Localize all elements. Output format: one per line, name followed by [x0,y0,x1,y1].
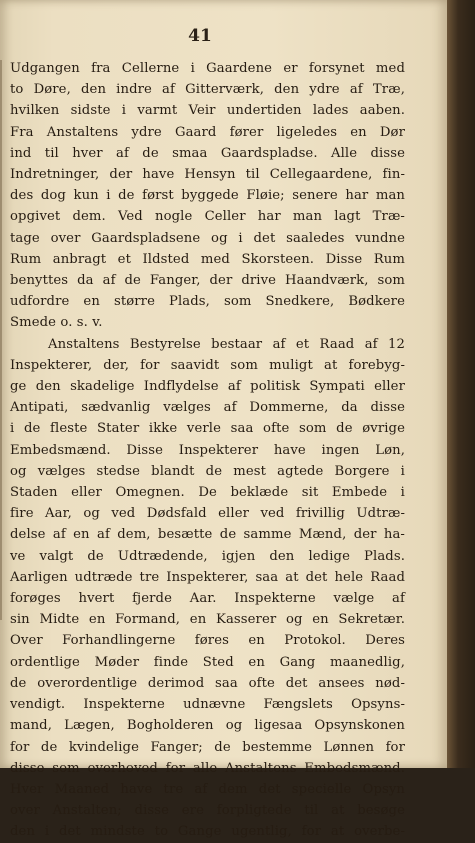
text-line: den i det mindste to Gange ugentlig, for at overbe- [10,824,405,840]
paragraph-administration [10,334,405,843]
book-fore-edge [447,0,475,768]
text-line: benyttes da af de Fanger, der drive Haandværk, som [10,273,405,289]
text-line: Embedsmænd. Disse Inspekterer have ingen Løn, [10,442,405,458]
paragraph-cells-and-yards [10,58,405,334]
text-line: Staden eller Omegnen. De beklæde sit Embede i [10,485,405,501]
page-number: 41 [188,26,212,46]
text-line: hvilken sidste i varmt Veir undertiden lades aaben. [10,103,405,119]
text-line: over Anstalten; disse ere forpligtede til at besøge [10,803,405,819]
text-line: for de kvindelige Fanger; de bestemme Lønnen for [10,739,405,755]
text-line: sin Midte en Formand, en Kasserer og en Sekretær. [10,612,405,628]
text-line: ind til hver af de smaa Gaardspladse. Alle disse [10,145,405,161]
text-line: Fra Anstaltens ydre Gaard fører ligeledes en Dør [10,124,405,140]
text-line: udfordre en større Plads, som Snedkere, Bødkere [10,294,405,310]
text-line: Inspekterer, der, for saavidt som muligt at forebyg- [10,357,405,373]
text-line: tage over Gaardspladsene og i det saaledes vundne [10,230,405,246]
text-line: vendigt. Inspekterne udnævne Fængslets Opsyns- [10,697,405,713]
text-line: de overordentlige derimod saa ofte det ansees nød- [10,675,405,691]
text-line: delse af en af dem, besætte de samme Mænd, der ha- [10,527,405,543]
text-line: Smede o. s. v. [10,315,103,331]
text-line: to Døre, den indre af Gitterværk, den ydre af Træ, [10,82,405,98]
text-line: mand, Lægen, Bogholderen og ligesaa Opsynskonen [10,718,405,734]
text-line: Anstaltens Bestyrelse bestaar af et Raad af 12 [48,336,405,352]
text-line: Antipati, sædvanlig vælges af Dommerne, da disse [10,400,405,416]
text-line: ge den skadelige Indflydelse af politisk Sympati eller [10,379,405,395]
text-line: Hver Maaned have tre af dem det specielle Opsyn [10,781,405,797]
text-line: fire Aar, og ved Dødsfald eller ved frivillig Udtræ- [10,506,405,522]
text-line: opgivet dem. Ved nogle Celler har man lagt Træ- [10,209,405,225]
text-line: Udgangen fra Cellerne i Gaardene er forsynet med [10,61,405,76]
text-line: forøges hvert fjerde Aar. Inspekterne vælge af [10,591,405,607]
text-line: disse som overhoved for alle Anstaltens Embedsmænd. [10,760,405,776]
text-line: ve valgt de Udtrædende, igjen den ledige Plads. [10,548,405,564]
text-line: Over Forhandlingerne føres en Protokol. Deres [10,633,405,649]
gutter-shadow [0,60,10,620]
text-line: ordentlige Møder finde Sted en Gang maanedlig, [10,654,405,670]
text-line: Indretninger, der have Hensyn til Cellegaardene, fin- [10,167,405,183]
text-line: Rum anbragt et Ildsted med Skorsteen. Disse Rum [10,251,405,267]
text-line: Aarligen udtræde tre Inspekterer, saa at det hele Raad [10,569,405,585]
text-line: i de fleste Stater ikke verle saa ofte som de øvrige [10,421,405,437]
text-line: og vælges stedse blandt de mest agtede Borgere i [10,463,405,479]
page-body [10,58,405,843]
text-line: des dog kun i de først byggede Fløie; senere har man [10,188,405,204]
